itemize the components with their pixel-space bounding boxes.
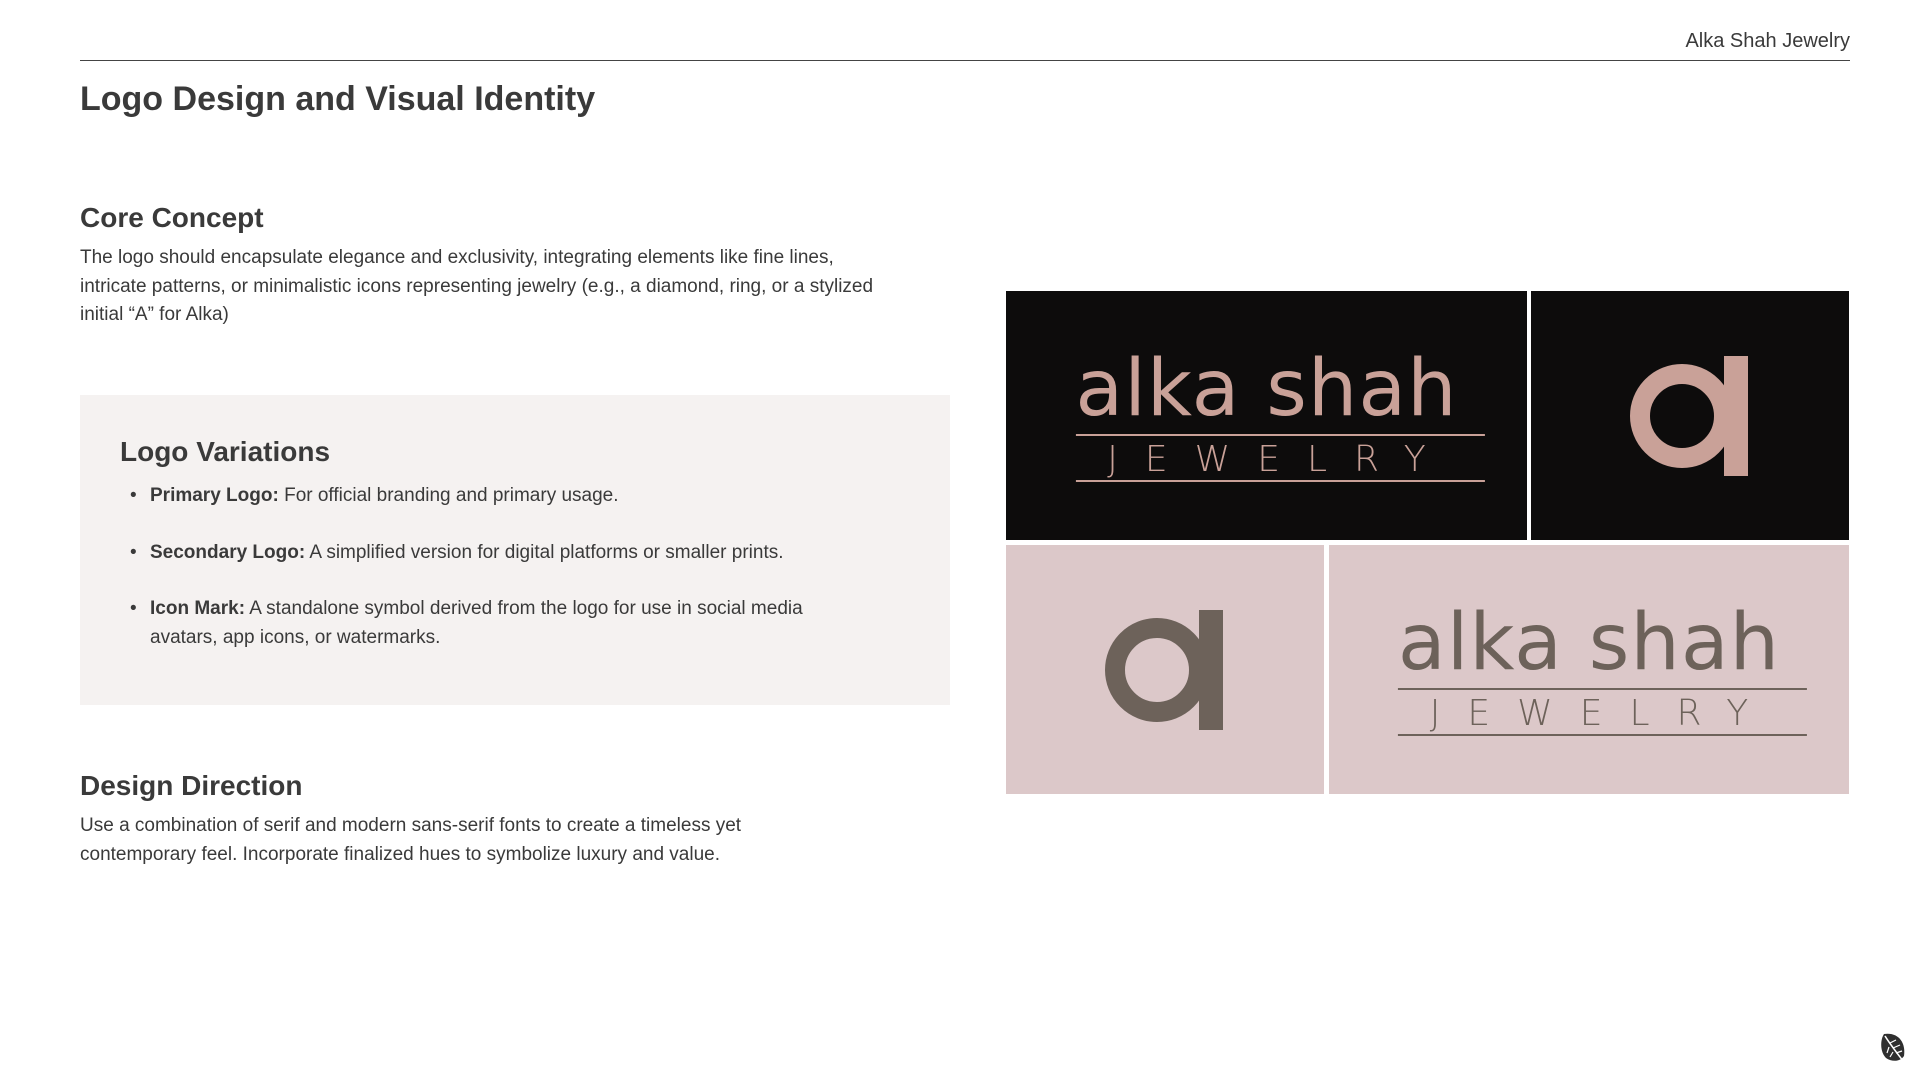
header-brand: Alka Shah Jewelry <box>1685 30 1850 52</box>
logo-variations-panel <box>80 395 950 705</box>
core-concept-text: The logo should encapsulate elegance and exclusivity, integrating elements like fine lines, intricate patterns, or minimalistic icons representing jewelry (e.g., a diamond, ring, or a stylized initial “A” for Alka) <box>80 247 874 325</box>
bullet-icon: • <box>130 541 137 563</box>
bullet-icon: • <box>130 485 137 506</box>
page-title: Logo Design and Visual Identity <box>80 80 596 118</box>
wordmark-subtitle: JEWELRY <box>1398 688 1807 736</box>
letter-a-icon <box>1105 610 1225 730</box>
variation-description: A simplified version for digital platforms or smaller prints. <box>305 541 784 563</box>
core-concept-section <box>80 202 880 330</box>
core-concept-heading: Core Concept <box>80 202 264 233</box>
variation-term: Icon Mark: <box>150 598 246 619</box>
primary-logo-blush-tile <box>1329 545 1849 794</box>
bullet-icon: • <box>130 598 137 619</box>
variation-term: Primary Logo: <box>150 485 279 506</box>
leaf-icon <box>1878 1028 1908 1068</box>
list-item <box>120 595 850 652</box>
icon-mark-dark-tile <box>1531 291 1849 540</box>
logo-samples-grid <box>1006 291 1849 794</box>
header-divider <box>80 60 1850 61</box>
wordmark-name: alka shah <box>1397 597 1781 688</box>
wordmark-logo <box>1397 597 1781 736</box>
logo-variations-heading: Logo Variations <box>120 436 331 467</box>
primary-logo-dark-tile <box>1006 291 1527 540</box>
letter-a-icon <box>1630 356 1750 476</box>
design-direction-text: Use a combination of serif and modern sans-serif fonts to create a timeless yet contemporary feel. Incorporate finalized hues to symbolize luxury and value. <box>80 815 742 865</box>
variation-description: A standalone symbol derived from the logo for use in social media avatars, app icons, or watermarks. <box>150 598 803 648</box>
wordmark-name: alka shah <box>1075 343 1458 434</box>
design-direction-section <box>80 770 840 869</box>
variation-term: Secondary Logo: <box>150 541 306 563</box>
icon-mark-blush-tile <box>1006 545 1324 794</box>
list-item <box>120 482 850 511</box>
wordmark-logo <box>1075 343 1458 482</box>
design-direction-heading: Design Direction <box>80 770 303 801</box>
logo-variations-list <box>120 482 910 652</box>
variation-description: For official branding and primary usage. <box>278 485 619 506</box>
list-item <box>120 539 850 568</box>
wordmark-subtitle: JEWELRY <box>1075 434 1484 482</box>
